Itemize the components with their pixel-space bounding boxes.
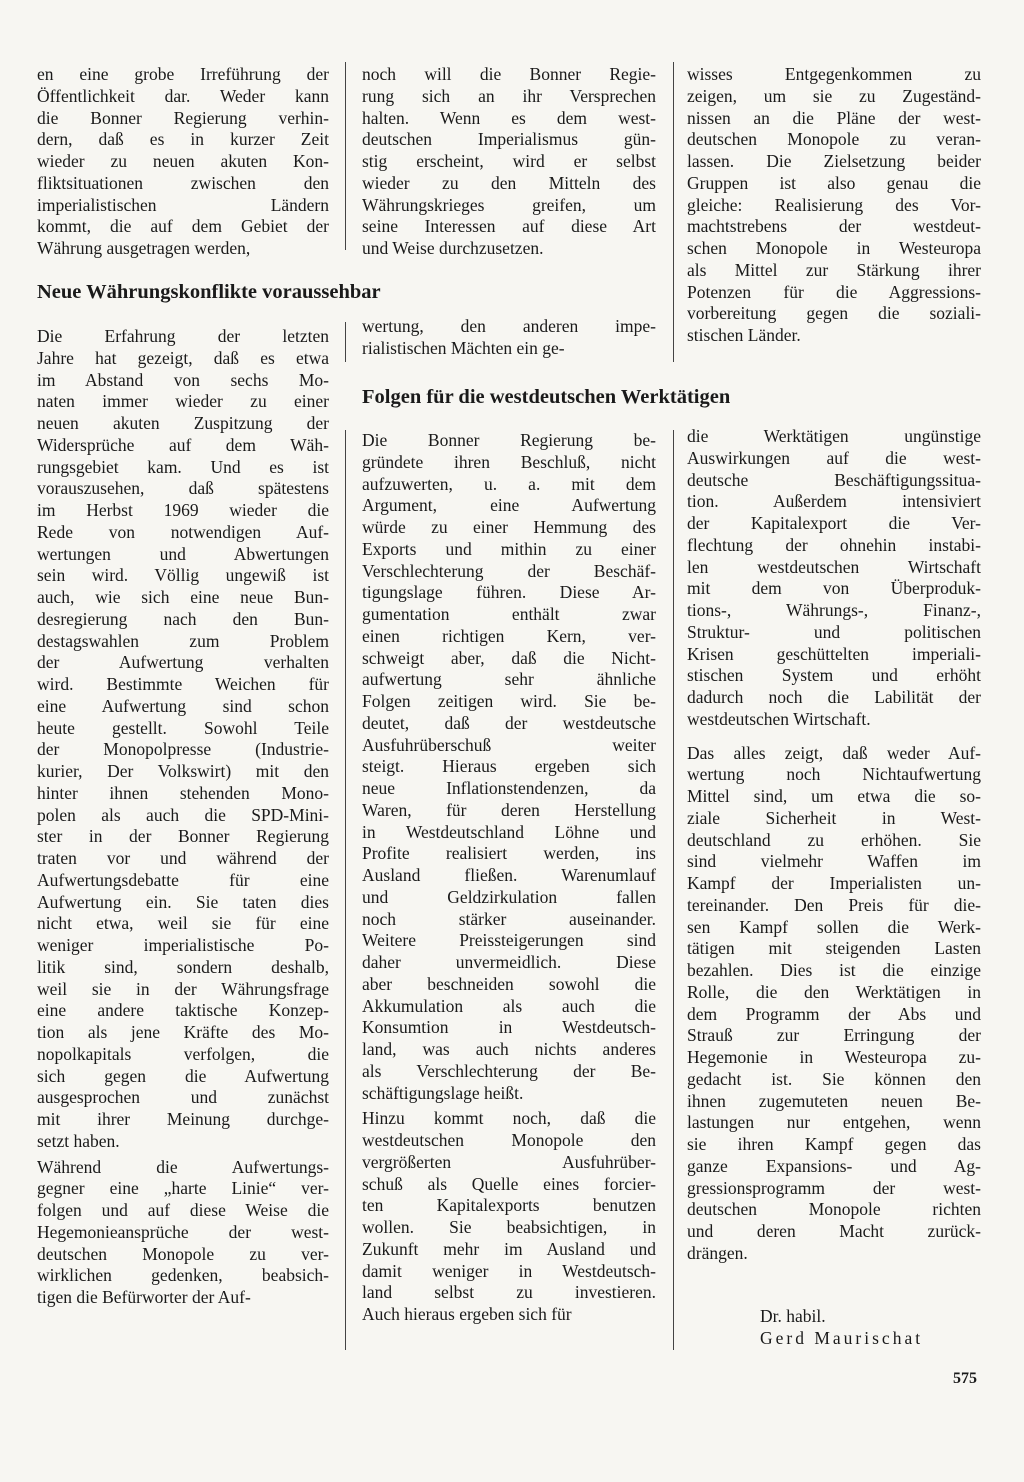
text-line: bezahlen. Dies ist die einzige <box>687 960 981 980</box>
section1-paragraph-2 <box>37 1157 329 1309</box>
text-line: gedacht ist. Sie können den <box>687 1068 981 1089</box>
text-line: Kampf der Imperialisten un- <box>687 873 981 893</box>
text-line: len westdeutschen Wirtschaft <box>687 556 981 577</box>
text-line: Konsumtion in Westdeutsch- <box>362 1017 656 1038</box>
text-line: schen Monopole in Westeuropa <box>687 238 981 258</box>
text-line: als Verschlechterung der Be- <box>362 1060 656 1081</box>
text-line: steigt. Hieraus ergeben sich <box>362 756 656 777</box>
text-line: Strauß zur Erringung der <box>687 1025 981 1046</box>
text-line: Das alles zeigt, daß weder Auf- <box>687 742 981 763</box>
text-line: gressionsprogramm der west- <box>687 1177 981 1198</box>
section-heading-1: Neue Währungskonflikte voraussehbar <box>37 281 381 303</box>
author-title: Dr. habil. <box>760 1306 826 1326</box>
text-line: Argument, eine Aufwertung <box>362 495 656 516</box>
text-line: sen Kampf sollen die Werk- <box>687 916 981 937</box>
column-rule-right-bottom <box>673 430 674 1350</box>
text-line: neuen akuten Zuspitzung der <box>37 413 329 433</box>
text-line: land, was auch nichts anderes <box>362 1039 656 1059</box>
text-line: Ausfuhrüberschuß weiter <box>362 734 656 755</box>
text-line: Waren, für deren Herstellung <box>362 799 656 820</box>
text-line: Mittel sind, um etwa die so- <box>687 786 981 806</box>
text-line: Öffentlichkeit dar. Weder kann <box>37 85 329 106</box>
text-line: zeigen, um sie zu Zugeständ- <box>687 85 981 106</box>
text-line: Hinzu kommt noch, daß die <box>362 1108 656 1129</box>
text-line: Zukunft mehr im Ausland und <box>362 1238 656 1259</box>
text-line: land selbst zu investieren. <box>362 1282 656 1303</box>
text-line: Struktur- und politischen <box>687 621 981 642</box>
text-line: wieder zu neuen akuten Kon- <box>37 151 329 171</box>
text-line: heute gestellt. Sowohl Teile <box>37 717 329 738</box>
text-line: tätigen mit steigenden Lasten <box>687 938 981 959</box>
section1-column-2 <box>362 316 656 360</box>
text-line: aber beschneiden sowohl die <box>362 973 656 994</box>
text-line: Die Erfahrung der letzten <box>37 326 329 346</box>
text-line: rialistischen Mächten ein ge- <box>362 337 565 358</box>
text-line: tion als jene Kräfte des Mo- <box>37 1022 329 1042</box>
text-line: noch will die Bonner Regie- <box>362 64 656 84</box>
text-line: und deren Macht zurück- <box>687 1221 981 1241</box>
text-line: Aufwertung ein. Sie taten dies <box>37 891 329 912</box>
text-line: wisses Entgegenkommen zu <box>687 64 981 84</box>
text-line: vorauszusehen, daß spätestens <box>37 478 329 499</box>
text-line: hinter ihnen stehenden Mono- <box>37 782 329 803</box>
text-line: Hegemonie in Westeuropa zu- <box>687 1047 981 1067</box>
text-line: Potenzen für die Aggressions- <box>687 281 981 302</box>
text-line: damit weniger in Westdeutsch- <box>362 1260 656 1281</box>
text-line: Auswirkungen auf die west- <box>687 447 981 468</box>
column-rule-right <box>673 62 674 362</box>
text-line: naten immer wieder zu einer <box>37 391 329 412</box>
text-line: litik sind, sondern deshalb, <box>37 956 329 977</box>
text-line: machtstrebens der westdeut- <box>687 216 981 237</box>
text-line: deutschen Monopole zu veran- <box>687 129 981 150</box>
text-line: tigungslage führen. Diese Ar- <box>362 582 656 603</box>
text-line: sind vielmehr Waffen im <box>687 851 981 872</box>
text-line: polen als auch die SPD-Mini- <box>37 804 329 825</box>
text-line: tigen die Befürworter der Auf- <box>37 1287 251 1307</box>
text-line: schweigt aber, daß die Nicht- <box>362 647 656 668</box>
text-line: rungsgebiet kam. Und es ist <box>37 456 329 477</box>
text-line: und Weise durchzusetzen. <box>362 238 544 258</box>
text-line: seine Interessen auf diese Art <box>362 216 656 237</box>
text-line: Auch hieraus ergeben sich für <box>362 1304 572 1324</box>
text-line: Ausland fließen. Warenumlauf <box>362 865 656 885</box>
text-line: mit dem von Überproduk- <box>687 578 981 599</box>
text-line: aufwertung sehr ähnliche <box>362 669 656 690</box>
text-line: auch, wie sich eine neue Bun- <box>37 587 329 607</box>
text-line: westdeutschen Monopole den <box>362 1130 656 1150</box>
text-line: Hegemonieansprüche der west- <box>37 1221 329 1242</box>
text-line: deutschen Monopole zu ver- <box>37 1243 329 1264</box>
text-line: gumentation enthält zwar <box>362 604 656 624</box>
text-line: ausgesprochen und zunächst <box>37 1087 329 1108</box>
text-line: die Bonner Regierung verhin- <box>37 107 329 128</box>
text-line: westdeutschen Wirtschaft. <box>687 708 871 729</box>
section1-column-1 <box>37 326 329 1309</box>
text-line: ster in der Bonner Regierung <box>37 826 329 847</box>
text-line: einen richtigen Kern, ver- <box>362 625 656 646</box>
text-line: Krisen geschüttelten imperiali- <box>687 643 981 664</box>
text-line: setzt haben. <box>37 1130 120 1151</box>
text-line: Währungskrieges greifen, um <box>362 194 656 215</box>
text-line: der Monopolpresse (Industrie- <box>37 739 329 760</box>
text-line: drängen. <box>687 1242 748 1263</box>
text-line: neue Inflationstendenzen, da <box>362 778 656 798</box>
text-line: der Aufwertung verhalten <box>37 652 329 673</box>
text-line: sich gegen die Aufwertung <box>37 1065 329 1086</box>
text-line: weil sie in der Währungsfrage <box>37 978 329 999</box>
signature <box>760 1305 923 1349</box>
text-line: weniger imperialistische Po- <box>37 935 329 955</box>
text-line: Akkumulation als auch die <box>362 995 656 1016</box>
text-line: nissen an die Pläne der west- <box>687 107 981 128</box>
text-line: im Herbst 1969 wieder die <box>37 500 329 520</box>
text-line: Widersprüche auf dem Wäh- <box>37 434 329 455</box>
section2-paragraph-2 <box>362 1108 656 1326</box>
text-line: Weitere Preissteigerungen sind <box>362 930 656 951</box>
text-line: flechtung der ohnehin instabi- <box>687 534 981 555</box>
text-line: kommt, die auf dem Gebiet der <box>37 216 329 237</box>
text-line: kurier, Der Volkswirt) mit den <box>37 761 329 781</box>
text-line: stischen Länder. <box>687 325 801 345</box>
text-line: Aufwertungsdebatte für eine <box>37 869 329 890</box>
text-line: deutet, daß der westdeutsche <box>362 712 656 733</box>
text-line: Gruppen ist also genau die <box>687 172 981 193</box>
section2-column-3 <box>687 426 981 1265</box>
text-line: daher unvermeidlich. Diese <box>362 952 656 972</box>
column-rule-left <box>345 62 346 250</box>
text-line: noch stärker auseinander. <box>362 908 656 929</box>
text-line: eine andere taktische Konzep- <box>37 1000 329 1021</box>
text-line: nopolkapitals verfolgen, die <box>37 1043 329 1064</box>
text-line: deutschen Monopole richten <box>687 1199 981 1220</box>
text-line: Exports und mithin zu einer <box>362 538 656 559</box>
section2-paragraph-3 <box>687 426 981 731</box>
text-line: fliktsituationen zwischen den <box>37 172 329 193</box>
text-line: tereinander. Den Preis für die- <box>687 894 981 915</box>
text-line: sie ihren Kampf gegen das <box>687 1134 981 1154</box>
text-line: imperialistischen Ländern <box>37 194 329 215</box>
text-line: deutschland zu erhöhen. Sie <box>687 829 981 850</box>
text-line: deutsche Beschäftigungssitua- <box>687 469 981 490</box>
text-line: lastungen nur entgehen, wenn <box>687 1112 981 1133</box>
text-line: gründete ihren Beschluß, nicht <box>362 451 656 472</box>
text-line: tion. Außerdem intensiviert <box>687 491 981 512</box>
text-line: dem Programm der Abs und <box>687 1003 981 1024</box>
text-line: wertung, den anderen impe- <box>362 316 656 336</box>
text-line: und Geldzirkulation fallen <box>362 886 656 907</box>
text-line: der Kapitalexport die Ver- <box>687 513 981 533</box>
text-line: tions-, Währungs-, Finanz-, <box>687 600 981 620</box>
text-line: Die Bonner Regierung be- <box>362 430 656 450</box>
text-line: lassen. Die Zielsetzung beider <box>687 151 981 171</box>
text-line: stischen System und erhöht <box>687 665 981 686</box>
text-line: schäftigungslage heißt. <box>362 1082 524 1103</box>
section2-paragraph-1 <box>362 430 656 1104</box>
text-line: vergrößerten Ausfuhrüber- <box>362 1151 656 1172</box>
text-line: nicht etwa, weil sie für eine <box>37 913 329 934</box>
text-line: ten Kapitalexports benutzen <box>362 1195 656 1216</box>
text-line: schuß als Quelle eines forcier- <box>362 1173 656 1194</box>
top-column-1 <box>37 64 329 260</box>
author-name: Gerd Maurischat <box>760 1328 924 1348</box>
text-line: wirklichen gedenken, beabsich- <box>37 1265 329 1286</box>
text-line: stig erscheint, wird er selbst <box>362 151 656 171</box>
text-line: Folgen zeitigen wird. Sie be- <box>362 691 656 711</box>
text-line: halten. Wenn es dem west- <box>362 107 656 128</box>
text-line: destagswahlen zum Problem <box>37 630 329 651</box>
text-line: als Mittel zur Stärkung ihrer <box>687 259 981 280</box>
text-line: Währung ausgetragen werden, <box>37 238 251 258</box>
text-line: desregierung nach den Bun- <box>37 608 329 629</box>
text-line: aufzuwerten, u. a. mit dem <box>362 473 656 494</box>
text-line: mit ihrer Meinung durchge- <box>37 1109 329 1129</box>
text-line: gegner eine „harte Linie“ ver- <box>37 1178 329 1199</box>
text-line: deutschen Imperialismus gün- <box>362 129 656 150</box>
section2-column-2 <box>362 430 656 1326</box>
section2-paragraph-4 <box>687 743 981 1265</box>
top-column-3 <box>687 64 981 347</box>
text-line: wieder zu den Mitteln des <box>362 172 656 193</box>
text-line: Jahre hat gezeigt, daß es etwa <box>37 347 329 368</box>
text-line: würde zu einer Hemmung des <box>362 517 656 537</box>
text-line: wertungen und Abwertungen <box>37 543 329 564</box>
text-line: die Werktätigen ungünstige <box>687 426 981 446</box>
text-line: eine Aufwertung sind schon <box>37 695 329 716</box>
text-line: Rolle, die den Werktätigen in <box>687 981 981 1002</box>
text-line: en eine grobe Irreführung der <box>37 64 329 84</box>
text-line: ziale Sicherheit in West- <box>687 807 981 828</box>
text-line: Profite realisiert werden, ins <box>362 843 656 864</box>
text-line: wollen. Sie beabsichtigen, in <box>362 1217 656 1237</box>
text-line: in Westdeutschland Löhne und <box>362 821 656 842</box>
text-line: wertung noch Nichtaufwertung <box>687 764 981 785</box>
text-line: ganze Expansions- und Ag- <box>687 1155 981 1176</box>
text-line: im Abstand von sechs Mo- <box>37 369 329 390</box>
text-line: folgen und auf diese Weise die <box>37 1200 329 1220</box>
text-line: ihnen zugemuteten neuen Be- <box>687 1090 981 1111</box>
page-number: 575 <box>953 1370 977 1387</box>
column-rule-left-lower <box>345 322 346 362</box>
column-rule-left-bottom <box>345 430 346 1350</box>
text-line: sein wird. Völlig ungewiß ist <box>37 565 329 586</box>
text-line: traten vor und während der <box>37 848 329 868</box>
text-line: vorbereitung gegen die soziali- <box>687 303 981 324</box>
text-line: dern, daß es in kurzer Zeit <box>37 129 329 150</box>
text-line: gleiche: Realisierung des Vor- <box>687 194 981 215</box>
text-line: dadurch noch die Labilität der <box>687 687 981 707</box>
section-heading-2: Folgen für die westdeutschen Werktätigen <box>362 386 731 408</box>
text-line: rung sich an ihr Versprechen <box>362 85 656 106</box>
text-line: Während die Aufwertungs- <box>37 1156 329 1177</box>
top-column-2 <box>362 64 656 260</box>
text-line: Rede von notwendigen Auf- <box>37 521 329 542</box>
section1-paragraph-1 <box>37 326 329 1153</box>
text-line: wird. Bestimmte Weichen für <box>37 674 329 694</box>
text-line: Verschlechterung der Beschäf- <box>362 560 656 581</box>
